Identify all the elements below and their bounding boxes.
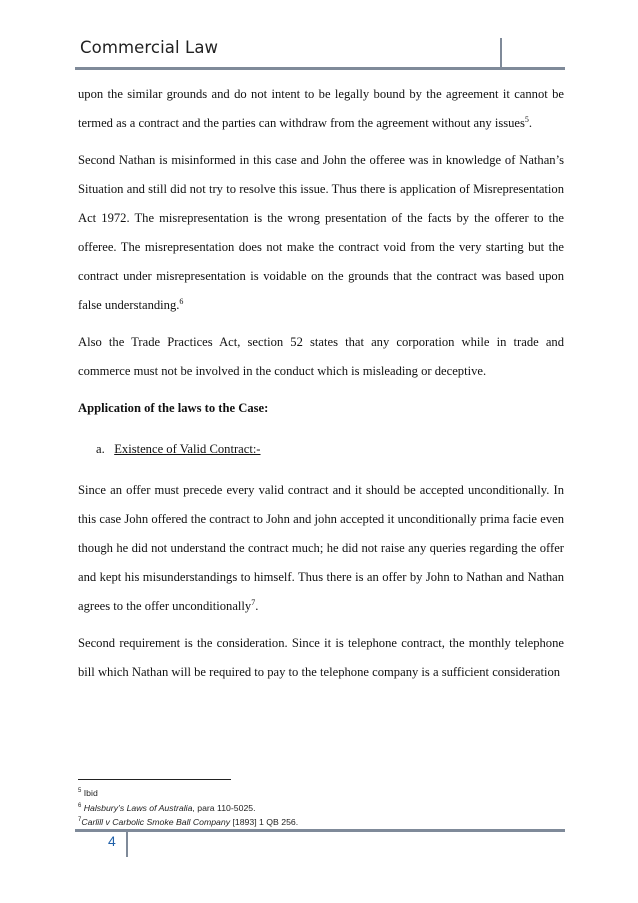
footer-divider [75,829,565,832]
footnote-ref-7[interactable]: 7 [251,597,256,607]
paragraph-5: Second requirement is the consideration. Since it is telephone contract, the monthly telephone bill which Nathan will be required to pay to the telephone company is a sufficient consideration [78,636,564,679]
paragraph-1 [78,80,564,138]
paragraph-3: Also the Trade Practices Act, section 52 states that any corporation while in trade and commerce must not be involved in the conduct which is misleading or deceptive. [78,335,564,378]
footnote-source-title: Halsbury’s Laws of Australia [83,802,193,813]
footnote-ref-6[interactable]: 6 [179,296,184,306]
paragraph-1-text: upon the similar grounds and do not intent to be legally bound by the agreement it cannot be termed as a contract and the parties can withdraw from the agreement without any issues [78,87,564,130]
footnote-ref-5[interactable]: 5 [524,114,529,124]
footnote-number: 7 [78,817,82,824]
footnote-text: Ibid [83,788,98,798]
footnote-source-title: Carlill v Carbolic Smoke Ball Company [81,817,231,827]
footnote-text: , para 110-5025. [192,802,256,813]
paragraph-2 [78,146,564,320]
footer-divider-vertical [126,829,128,857]
footnote-5 [78,786,558,801]
page-number: 4 [108,833,116,849]
page-body [78,80,564,695]
paragraph-1-end: . [528,116,533,130]
footnote-number: 5 [78,788,82,795]
subsection-marker: a. [96,442,105,456]
footnote-6 [78,801,558,816]
running-header-title: Commercial Law [80,38,219,57]
paragraph-4-end: . [255,599,259,613]
section-heading: Application of the laws to the Case: [78,401,269,415]
footnote-7 [78,815,558,830]
paragraph-2-text: Second Nathan is misinformed in this case and John the offeree was in knowledge of Nathan’s Situation and still did not try to resolve this issue. Thus there is application of Misrepresentation Act 1972. The misrepresentation is the wrong presentation of the facts by the offerer to the offeree. The misrepresentation does not make the contract void from the very starting but the contract under misrepresentation is voidable on the grounds that the contract was based upon false understanding. [78,153,564,312]
footnotes [78,786,558,830]
header-divider [75,67,565,70]
subsection-heading [78,435,564,464]
footnote-number: 6 [78,802,82,809]
footnote-separator [78,779,231,780]
header-divider-vertical [500,38,502,68]
footnote-text: [1893] 1 QB 256. [230,817,299,827]
paragraph-4-text: Since an offer must precede every valid contract and it should be accepted unconditionally. In this case John offered the contract to John and john accepted it unconditionally prima facie even though he did not understand the contract much; he did not raise any queries regarding the offer and kept his misunderstandings to himself. Thus there is an offer by John to Nathan and Nathan agrees to the offer unconditionally [78,483,564,613]
subsection-title: Existence of Valid Contract:- [114,442,261,456]
paragraph-4 [78,476,564,621]
